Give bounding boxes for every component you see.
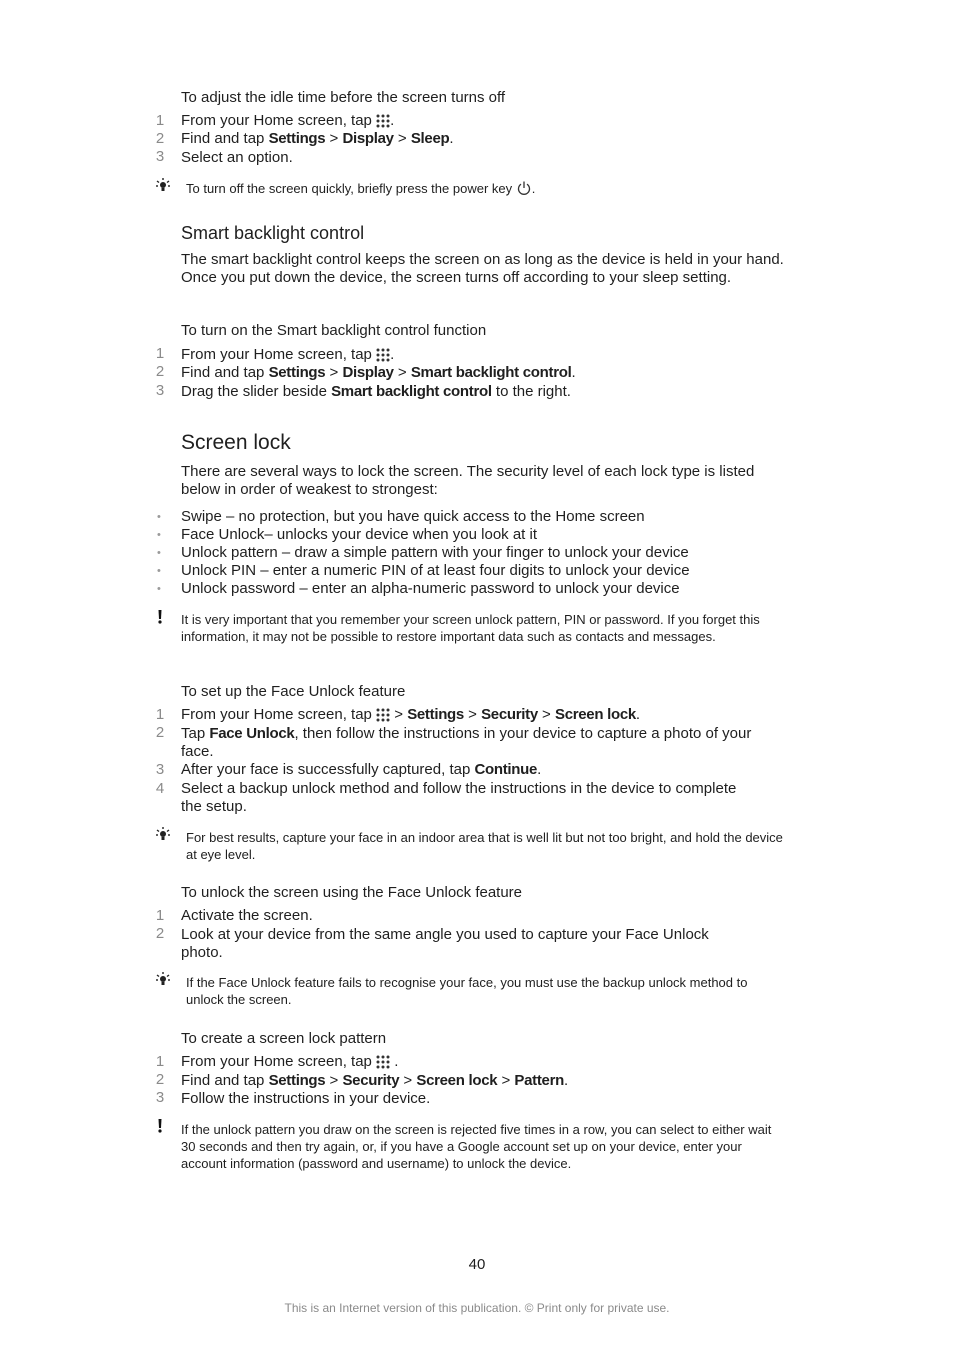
idle-step-2: Find and tap Settings > Display > Sleep.: [181, 130, 454, 147]
face-setup-step-1: From your Home screen, tap > Settings > Security > Screen lock.: [181, 706, 641, 723]
face-unlock-tip: If the Face Unlock feature fails to recognise your face, you must use the backup unlock method to unlock the screen.: [186, 975, 748, 1007]
step-number: 2: [155, 130, 165, 147]
smart-backlight-title: Smart backlight control: [181, 223, 365, 243]
step-number: 2: [155, 1071, 165, 1088]
smart-step-2: Find and tap Settings > Display > Smart backlight control.: [181, 364, 576, 381]
screen-lock-intro: There are several ways to lock the screen. The security level of each lock type is listed below in order of weakest to strongest:: [181, 463, 755, 498]
lock-type-item: Unlock PIN – enter a numeric PIN of at least four digits to unlock your device: [181, 562, 690, 579]
step-number: 2: [155, 925, 165, 942]
step-number: 3: [155, 761, 165, 778]
pattern-step-2: Find and tap Settings > Security > Screen lock > Pattern.: [181, 1072, 569, 1089]
smart-step-1: From your Home screen, tap .: [181, 346, 395, 363]
step-number: 1: [155, 706, 165, 723]
bullet: •: [157, 547, 161, 559]
apps-grid-icon: [376, 114, 390, 128]
power-key-icon: [516, 180, 532, 196]
pattern-heading: To create a screen lock pattern: [181, 1030, 387, 1047]
apps-grid-icon: [376, 708, 390, 722]
step-number: 3: [155, 148, 165, 165]
lock-type-item: Unlock password – enter an alpha-numeric password to unlock your device: [181, 580, 680, 597]
lock-type-item: Swipe – no protection, but you have quick access to the Home screen: [181, 508, 645, 525]
screen-lock-title: Screen lock: [181, 431, 291, 454]
exclamation-warning-icon: [156, 1118, 164, 1134]
page-number: 40: [468, 1256, 486, 1273]
lightbulb-tip-icon: [155, 826, 171, 842]
step-number: 1: [155, 1053, 165, 1070]
footer-note: This is an Internet version of this publication. © Print only for private use.: [284, 1301, 670, 1315]
step-number: 2: [155, 363, 165, 380]
step-number: 1: [155, 907, 165, 924]
pattern-step-1: From your Home screen, tap .: [181, 1053, 399, 1070]
bullet: •: [157, 529, 161, 541]
face-setup-step-3: After your face is successfully captured, tap Continue.: [181, 761, 542, 778]
smart-backlight-body: The smart backlight control keeps the screen on as long as the device is held in your hand. Once you put down the device, the screen turns off according to your sleep setting.: [181, 251, 784, 286]
step-number: 1: [155, 345, 165, 362]
step-number: 1: [155, 112, 165, 129]
step-number: 2: [155, 724, 165, 741]
apps-grid-icon: [376, 1055, 390, 1069]
bullet: •: [157, 565, 161, 577]
face-setup-heading: To set up the Face Unlock feature: [181, 683, 406, 700]
smart-procedure-heading: To turn on the Smart backlight control function: [181, 322, 487, 339]
step-number: 3: [155, 382, 165, 399]
face-unlock-step-2: Look at your device from the same angle you used to capture your Face Unlock photo.: [181, 926, 709, 961]
lock-warning-note: It is very important that you remember your screen unlock pattern, PIN or password. If you forget this information, it may not be possible to restore important data such as contacts and messages.: [181, 612, 760, 644]
lightbulb-tip-icon: [155, 971, 171, 987]
lock-type-item: Unlock pattern – draw a simple pattern with your finger to unlock your device: [181, 544, 689, 561]
face-unlock-heading: To unlock the screen using the Face Unlock feature: [181, 884, 523, 901]
face-setup-tip: For best results, capture your face in an indoor area that is well lit but not too bright, and hold the device at eye level.: [186, 830, 783, 862]
idle-step-1: From your Home screen, tap .: [181, 112, 395, 129]
idle-tip: To turn off the screen quickly, briefly press the power key .: [186, 181, 536, 196]
face-setup-step-2: Tap Face Unlock, then follow the instructions in your device to capture a photo of your face.: [181, 725, 752, 760]
pattern-warning-note: If the unlock pattern you draw on the screen is rejected five times in a row, you can select to either wait 30 seconds and then try again, or, if you have a Google account set up on your device, enter your account information (password and username) to unlock the device.: [181, 1122, 772, 1171]
idle-step-3: Select an option.: [181, 149, 293, 166]
lock-type-item: Face Unlock– unlocks your device when you look at it: [181, 526, 538, 543]
step-number: 3: [155, 1089, 165, 1106]
bullet: •: [157, 583, 161, 595]
bullet: •: [157, 511, 161, 523]
pattern-step-3: Follow the instructions in your device.: [181, 1090, 431, 1107]
exclamation-warning-icon: [156, 609, 164, 625]
step-number: 4: [155, 780, 165, 797]
idle-procedure-heading: To adjust the idle time before the screen turns off: [181, 89, 506, 106]
lightbulb-tip-icon: [155, 177, 171, 193]
face-setup-step-4: Select a backup unlock method and follow the instructions in the device to complete the setup.: [181, 780, 737, 815]
apps-grid-icon: [376, 348, 390, 362]
face-unlock-step-1: Activate the screen.: [181, 907, 313, 924]
smart-step-3: Drag the slider beside Smart backlight control to the right.: [181, 383, 571, 400]
